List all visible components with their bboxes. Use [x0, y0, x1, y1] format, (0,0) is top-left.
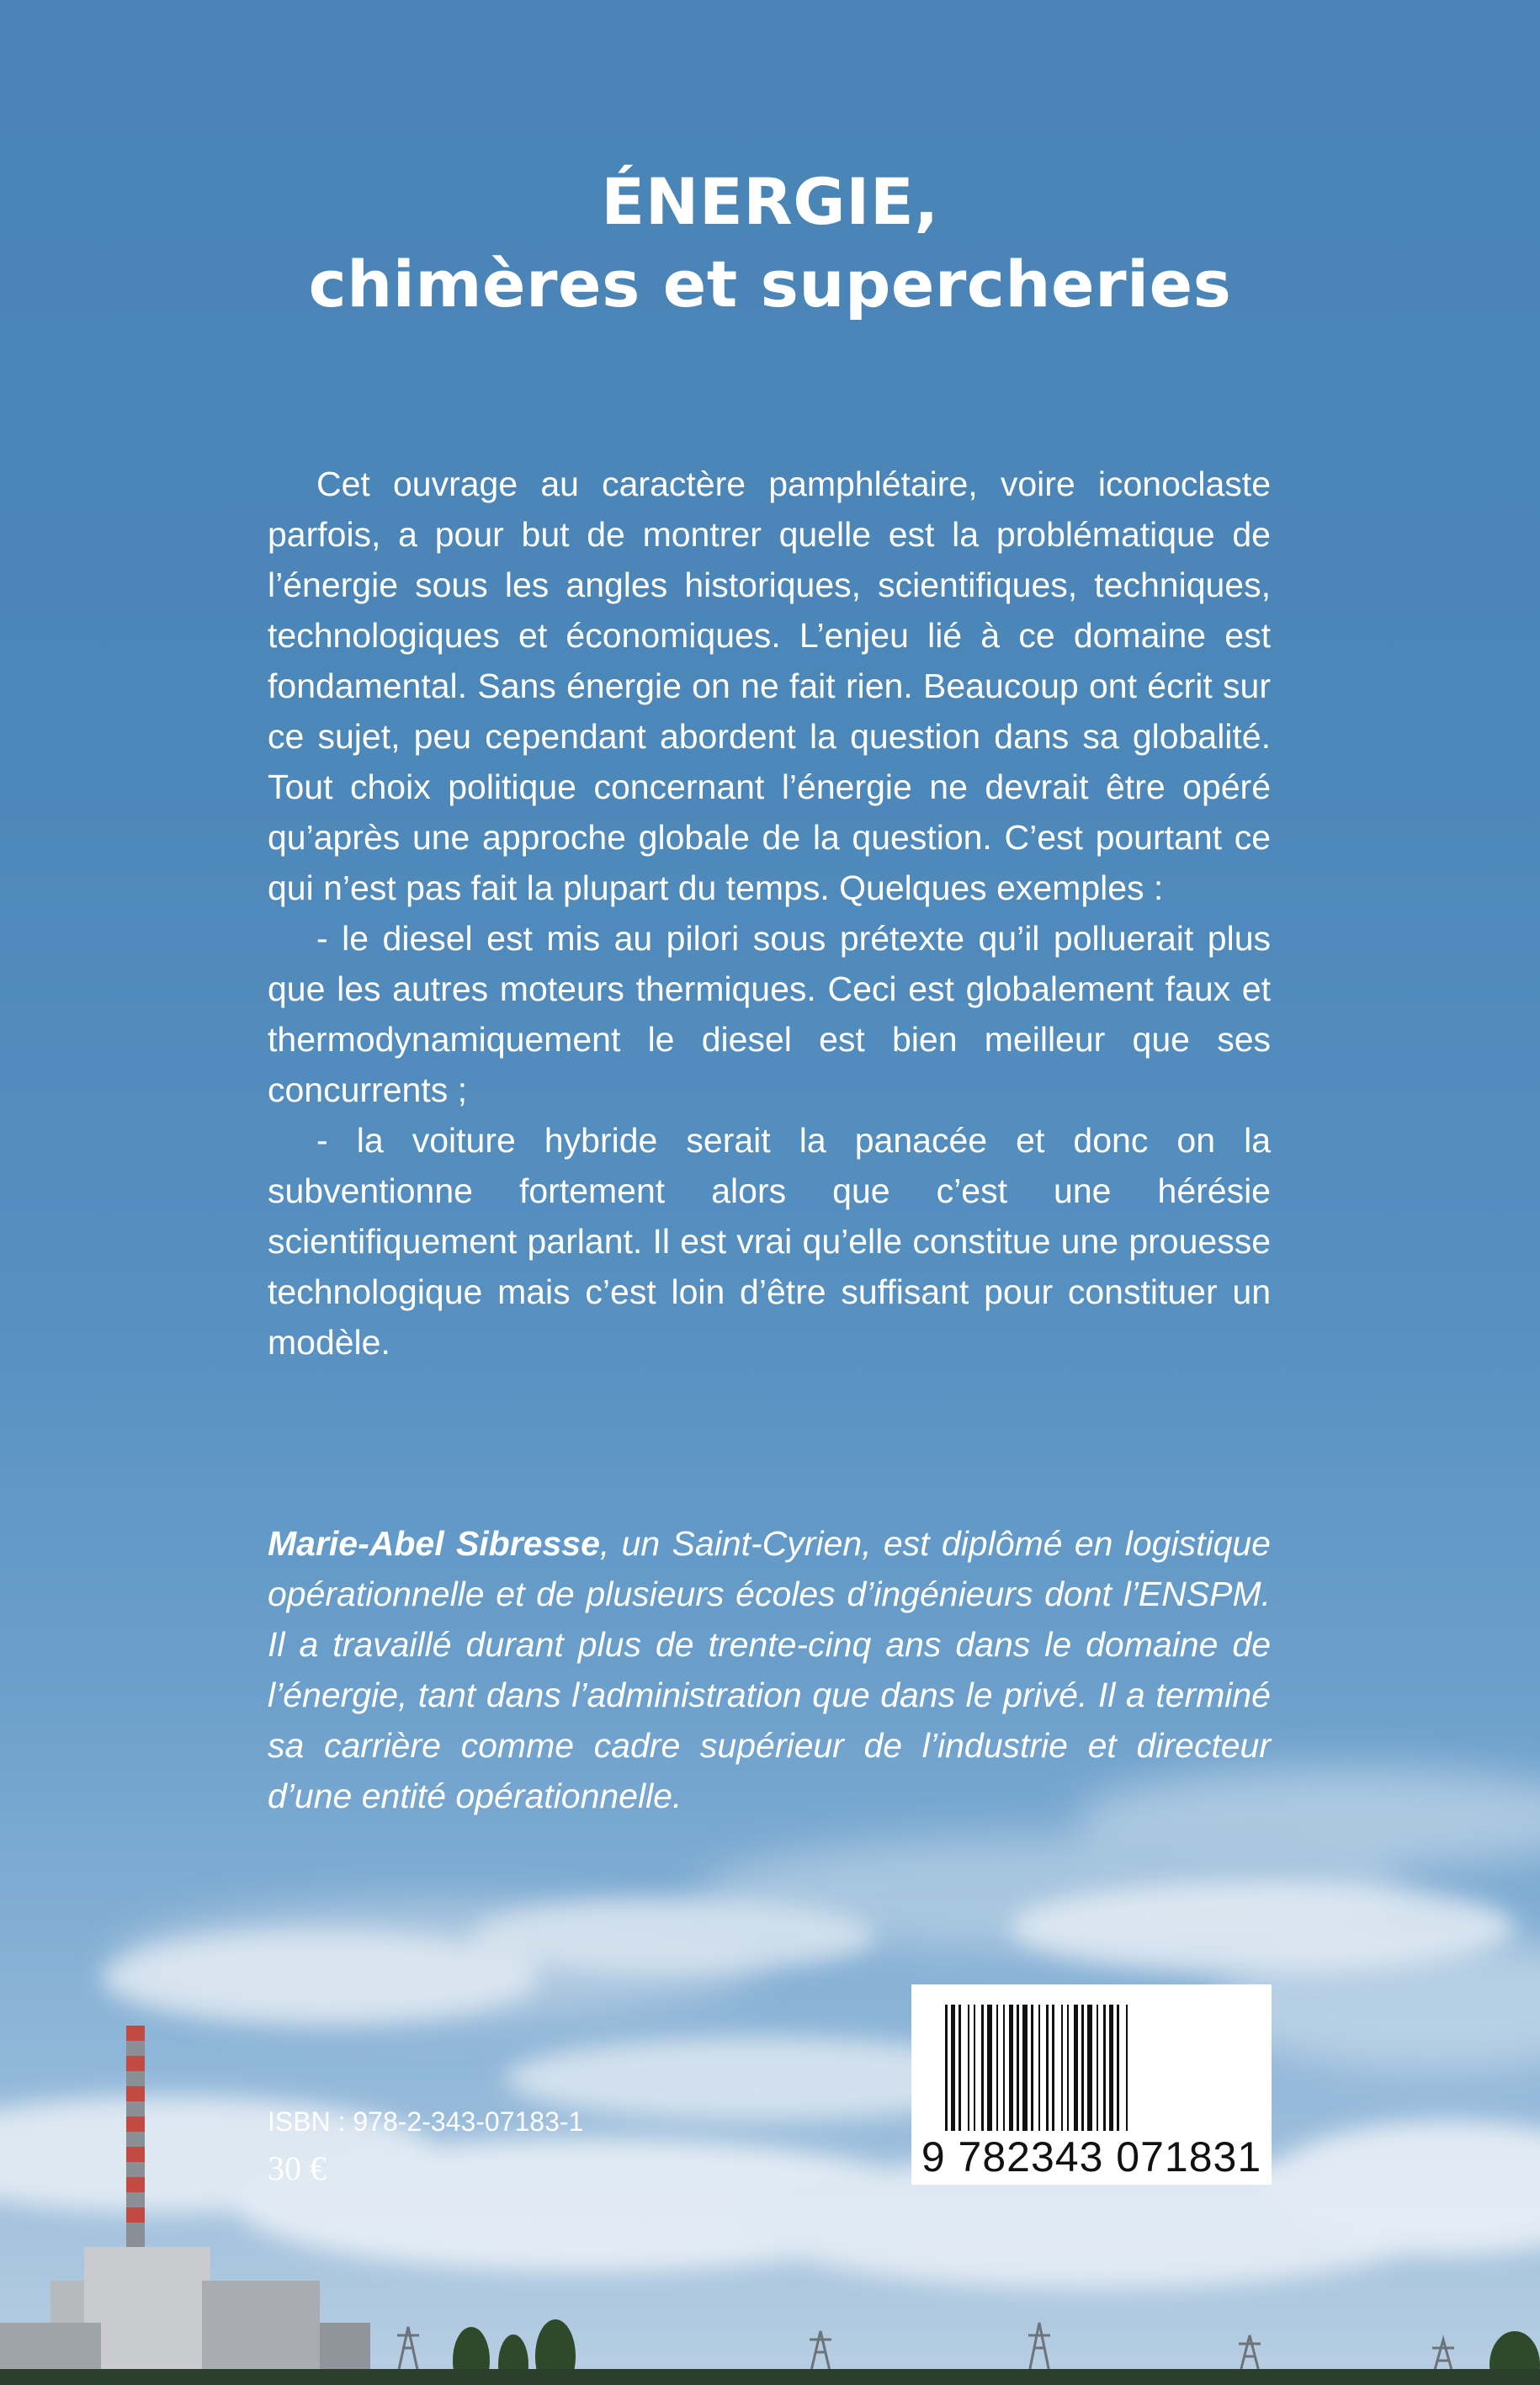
industrial-skyline-illustration	[0, 2003, 1540, 2385]
barcode-bar	[996, 2005, 998, 2131]
barcode-bar	[1067, 2005, 1069, 2131]
barcode-bar	[1061, 2005, 1063, 2131]
barcode-bar	[959, 2005, 961, 2131]
book-title-line-1: ÉNERGIE,	[601, 164, 939, 239]
barcode-bar	[945, 2005, 948, 2131]
barcode-bar	[1003, 2005, 1005, 2131]
barcode-bar	[1126, 2005, 1128, 2131]
description-paragraph: Cet ouvrage au caractère pamphlétaire, voire iconoclaste parfois, a pour but de montrer quelle est la problématique de l’énergie sous les angles historiques, scientifiques, techniques, technologiques et économiques. L’enjeu lié à ce domaine est fondamental. Sans énergie on ne fait rien. Beaucoup ont écrit sur ce sujet, peu cependant abordent la question dans sa globalité. Tout choix politique concernant l’énergie ne devrait être opéré qu’après une approche globale de la question. C’est pourtant ce qui n’est pas fait la plupart du temps. Quelques exemples :	[268, 465, 1271, 907]
barcode-bar	[1103, 2005, 1106, 2131]
barcode-bar	[1087, 2005, 1092, 2131]
author-bio-text: , un Saint-Cyrien, est diplômé en logistique opérationnelle et de plusieurs écoles d’ingénieurs dont l’ENSPM. Il a travaillé durant plus de trente-cinq ans dans le domaine de l’énergie, tant dans l’administration que dans le privé. Il a terminé sa carrière comme cadre supérieur de l’industrie et directeur d’une entité opérationnelle.	[268, 1524, 1271, 1815]
barcode-bar	[968, 2005, 969, 2131]
barcode-bar	[1017, 2005, 1019, 2131]
description-paragraph: - la voiture hybride serait la panacée et donc on la subventionne fortement alors que c’est une hérésie scientifiquement parlant. Il est vrai qu’elle constitue une prouesse technologique mais c’est loin d’être suffisant pour constituer un modèle.	[268, 1121, 1271, 1362]
price-label: 30 €	[268, 2149, 327, 2187]
description-paragraph: - le diesel est mis au pilori sous prétexte qu’il polluerait plus que les autres moteurs thermiques. Ceci est globalement faux et thermodynamiquement le diesel est bien meilleur que ses concurrents ;	[268, 919, 1271, 1109]
barcode-bar	[951, 2005, 955, 2131]
barcode-bar	[981, 2005, 984, 2131]
barcode-bar	[1117, 2005, 1119, 2131]
barcode-bar	[987, 2005, 992, 2131]
barcode-bar	[1052, 2005, 1054, 2131]
barcode-bar	[1046, 2005, 1049, 2131]
author-name: Marie-Abel Sibresse	[268, 1524, 600, 1563]
barcode-bar	[974, 2005, 975, 2131]
barcode-bar	[1109, 2005, 1113, 2131]
barcode-bar	[1074, 2005, 1078, 2131]
barcode-number: 9 782343 071831	[921, 2133, 1262, 2180]
isbn-number: ISBN : 978-2-343-07183-1	[268, 2106, 584, 2137]
barcode-bar	[1081, 2005, 1084, 2131]
barcode-bar	[1097, 2005, 1098, 2131]
barcode-bar	[1031, 2005, 1033, 2131]
barcode	[911, 1984, 1272, 2185]
book-description	[268, 459, 1271, 1368]
author-biography	[268, 1518, 1271, 1821]
barcode-bar	[1009, 2005, 1013, 2131]
barcode-bar	[1022, 2005, 1028, 2131]
barcode-bar	[1038, 2005, 1040, 2131]
book-title-line-2: chimères et supercheries	[308, 247, 1232, 321]
